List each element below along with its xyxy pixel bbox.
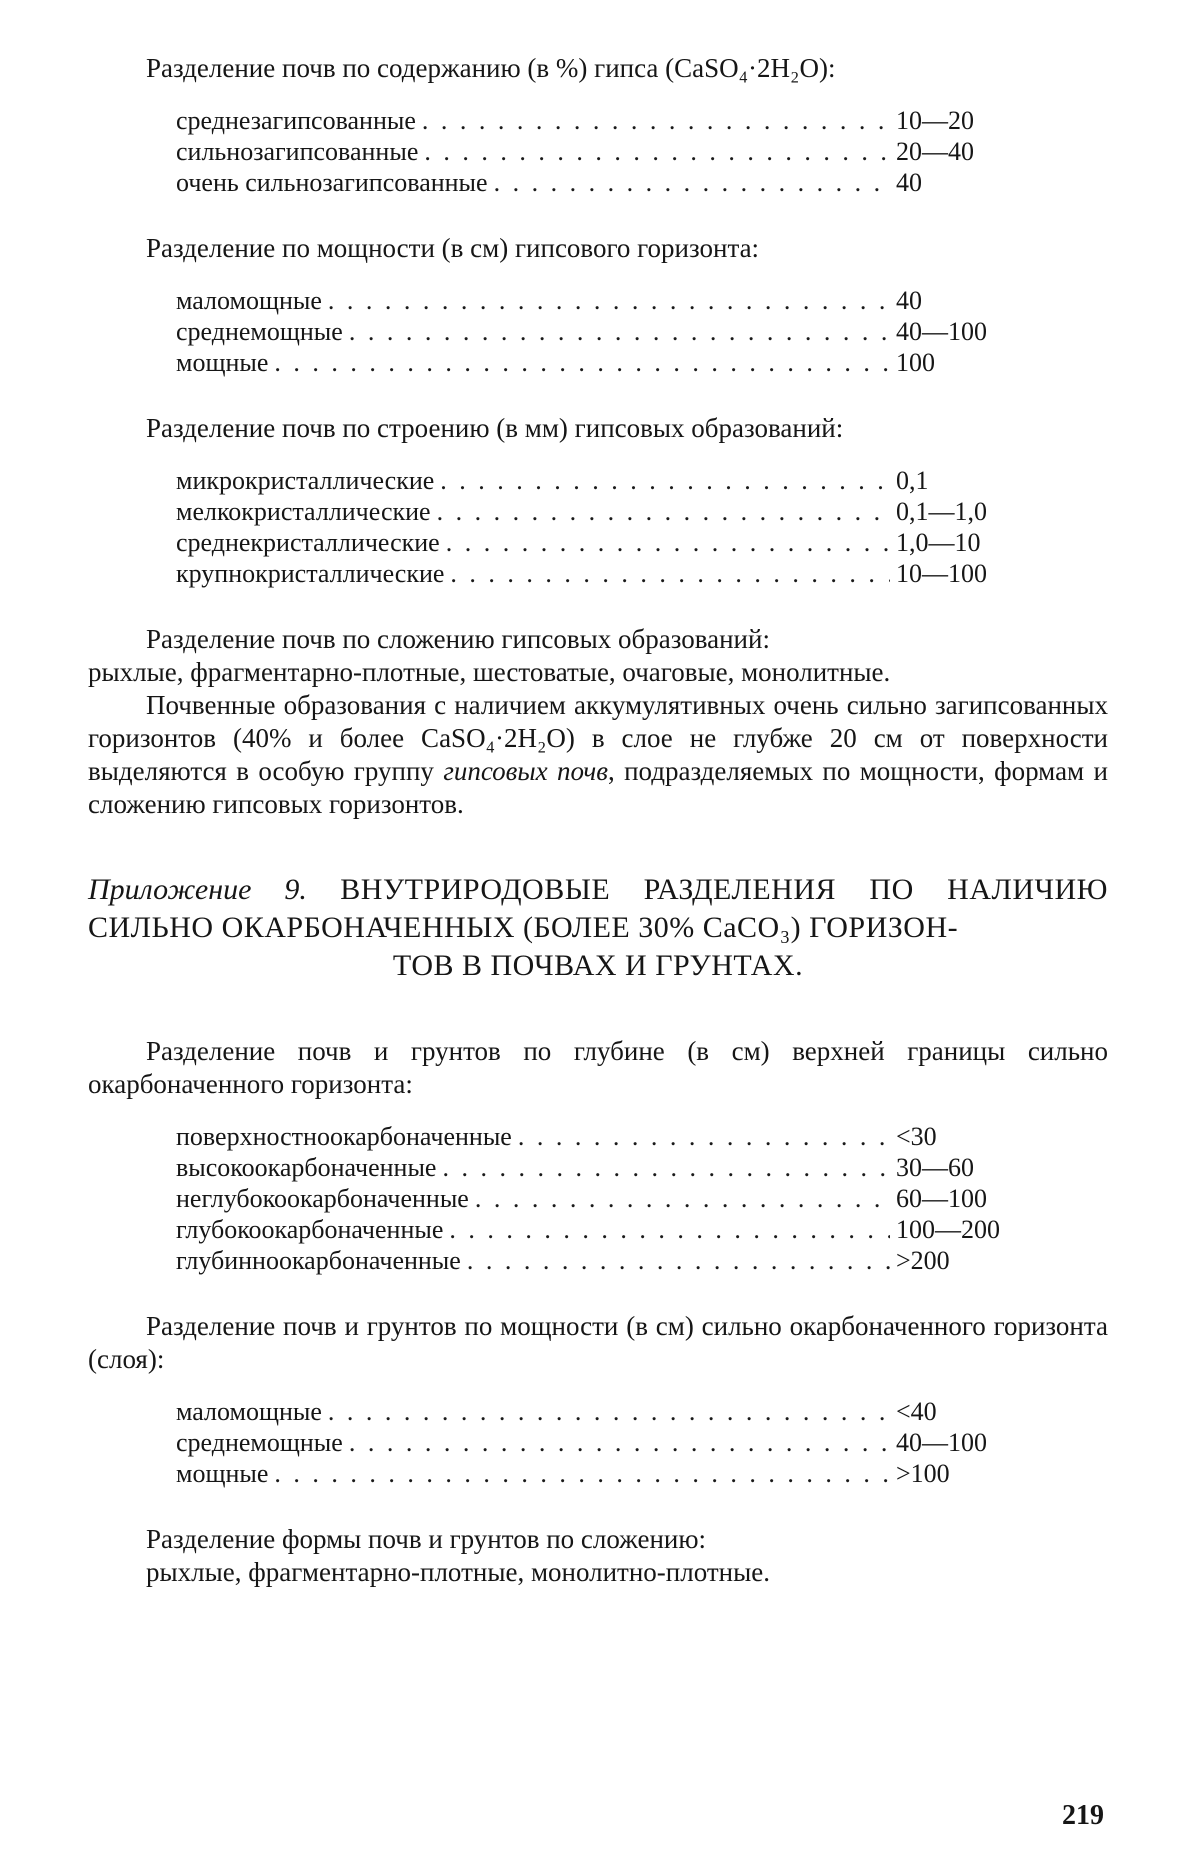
- gypsum-content-table: [176, 105, 1016, 198]
- table-row: [176, 1183, 1016, 1214]
- row-value: 1,0—10: [896, 528, 981, 557]
- row-label: высокоокарбоначенные: [176, 1153, 437, 1182]
- row-label: мелкокристаллические: [176, 497, 431, 526]
- table-row: [176, 1245, 1016, 1276]
- carbonate-depth-table: [176, 1121, 1016, 1276]
- appendix-label: Приложение 9.: [88, 873, 307, 906]
- table-row: [176, 347, 1016, 378]
- row-label: маломощные: [176, 1397, 322, 1426]
- table-row: [176, 527, 1016, 558]
- row-value: 10—100: [896, 559, 987, 588]
- gypsum-structure-table: [176, 465, 1016, 589]
- row-value: 40—100: [896, 1428, 987, 1457]
- table-row: [176, 105, 1016, 136]
- appendix-title-last-line: ТОВ В ПОЧВАХ И ГРУНТАХ.: [392, 949, 804, 982]
- table-row: [176, 496, 1016, 527]
- gypsum-composition-heading: Разделение почв по сложению гипсовых образований:: [146, 624, 770, 654]
- row-value: <40: [896, 1397, 937, 1426]
- row-label: поверхностноокарбоначенные: [176, 1122, 512, 1151]
- appendix-title: Приложение 9. ВНУТРИРОДОВЫЕ РАЗДЕЛЕНИЯ ПО НАЛИЧИЮ СИЛЬНО ОКАРБОНАЧЕННЫХ (БОЛЕЕ 30% CaCO₃) ГОРИЗОН-: [88, 873, 1109, 944]
- row-label: крупнокристаллические: [176, 559, 445, 588]
- row-value: >100: [896, 1459, 950, 1488]
- row-value: 30—60: [896, 1153, 974, 1182]
- gypsum-content-heading: Разделение почв по содержанию (в %) гипса (CaSO₄·2H₂O):: [146, 53, 836, 83]
- carbonate-form-heading: Разделение формы почв и грунтов по сложению:: [146, 1524, 707, 1554]
- carbonate-thickness-table: [176, 1396, 1016, 1489]
- table-row: [176, 285, 1016, 316]
- table-row: [176, 1121, 1016, 1152]
- row-label: мощные: [176, 1459, 269, 1488]
- table-row: [176, 1427, 1016, 1458]
- row-label: среднемощные: [176, 317, 343, 346]
- row-value: 100—200: [896, 1215, 1000, 1244]
- row-value: 0,1: [896, 466, 929, 495]
- table-row: [176, 167, 1016, 198]
- row-value: >200: [896, 1246, 950, 1275]
- row-label: очень сильнозагипсованные: [176, 168, 488, 197]
- row-label: сильнозагипсованные: [176, 137, 419, 166]
- table-row: [176, 465, 1016, 496]
- row-label: среднемощные: [176, 1428, 343, 1457]
- table-row: [176, 1152, 1016, 1183]
- row-label: мощные: [176, 348, 269, 377]
- gypsum-composition-text: рыхлые, фрагментарно-плотные, шестоватые, очаговые, монолитные.: [88, 657, 891, 687]
- page-number: 219: [1062, 1800, 1104, 1831]
- row-label: глубинноокарбоначенные: [176, 1246, 461, 1275]
- row-value: 40: [896, 168, 922, 197]
- row-value: 40—100: [896, 317, 987, 346]
- row-label: глубокоокарбоначенные: [176, 1215, 444, 1244]
- table-row: [176, 1458, 1016, 1489]
- gypsum-soils-term: гипсовых почв: [443, 756, 608, 786]
- row-value: 20—40: [896, 137, 974, 166]
- carbonate-form-text: рыхлые, фрагментарно-плотные, монолитно-плотные.: [146, 1557, 770, 1587]
- table-row: [176, 1396, 1016, 1427]
- carbonate-depth-heading: Разделение почв и грунтов по глубине (в см) верхней границы сильно окарбоначенного горизонта:: [88, 1036, 1108, 1099]
- row-value: 40: [896, 286, 922, 315]
- row-value: 100: [896, 348, 935, 377]
- row-value: <30: [896, 1122, 937, 1151]
- row-label: среднекристаллические: [176, 528, 440, 557]
- gypsum-thickness-table: [176, 285, 1016, 378]
- table-row: [176, 136, 1016, 167]
- row-value: 60—100: [896, 1184, 987, 1213]
- gypsum-thickness-heading: Разделение по мощности (в см) гипсового горизонта:: [146, 233, 760, 263]
- gypsum-structure-heading: Разделение почв по строению (в мм) гипсовых образований:: [146, 413, 844, 443]
- row-label: маломощные: [176, 286, 322, 315]
- book-page: [88, 52, 1108, 1589]
- gypsum-group-paragraph: Почвенные образования с наличием аккумулятивных очень сильно загипсованных горизонтов (40% и более CaSO₄·2H₂O) в слое не глубже 20 см от поверхности выделяются в особую группу гипсовых почв, подразделяемых по мощности, формам и сложению гипсовых горизонтов.: [88, 690, 1108, 819]
- row-label: неглубокоокарбоначенные: [176, 1184, 469, 1213]
- row-label: среднезагипсованные: [176, 106, 416, 135]
- row-label: микрокристаллические: [176, 466, 435, 495]
- table-row: [176, 558, 1016, 589]
- carbonate-thickness-heading: Разделение почв и грунтов по мощности (в см) сильно окарбоначенного горизонта (слоя):: [88, 1311, 1108, 1374]
- table-row: [176, 316, 1016, 347]
- table-row: [176, 1214, 1016, 1245]
- row-value: 0,1—1,0: [896, 497, 987, 526]
- row-value: 10—20: [896, 106, 974, 135]
